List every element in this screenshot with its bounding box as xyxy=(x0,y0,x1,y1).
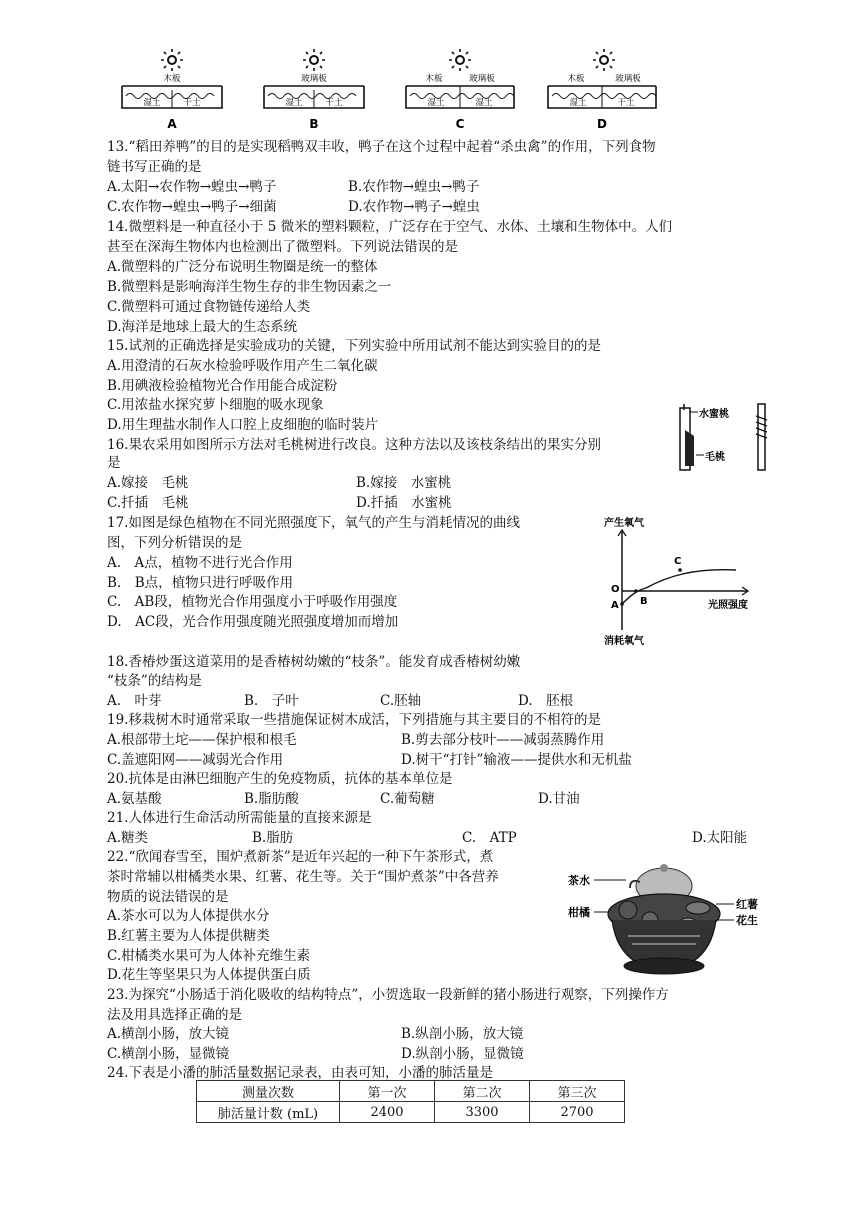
table-cell: 2400 xyxy=(340,1102,435,1123)
q22-option-d: D.花生等坚果只为人体提供蛋白质 xyxy=(107,967,311,983)
sweet-potato-icon xyxy=(686,902,710,914)
panel-b-soil-right: 干土 xyxy=(325,98,343,108)
q13-option-c: C.农作物→蝗虫→鸭子→细菌 xyxy=(107,199,277,215)
chart-point-label-b: B xyxy=(640,596,648,607)
q22-option-a: A.茶水可以为人体提供水分 xyxy=(107,908,270,924)
q21-option-a: A.糖类 xyxy=(107,830,149,846)
q21-option-c: C. ATP xyxy=(462,830,517,846)
q13-option-b: B.农作物→蝗虫→鸭子 xyxy=(348,179,480,195)
panel-b xyxy=(264,49,364,131)
panel-c-label-left: 木板 xyxy=(425,74,443,84)
q14-option-c: C.微塑料可通过食物链传递给人类 xyxy=(107,299,311,315)
soil-experiment-figure xyxy=(100,48,660,134)
q15-option-d: D.用生理盐水制作人口腔上皮细胞的临时装片 xyxy=(107,417,379,433)
table-header-cell: 测量次数 xyxy=(197,1081,340,1102)
potato-label: 红薯 xyxy=(736,898,758,911)
q15-option-a: A.用澄清的石灰水检验呼吸作用产生二氧化碳 xyxy=(107,358,378,374)
tea-stove-figure xyxy=(566,858,772,982)
q21-stem: 21.人体进行生命活动所需能量的直接来源是 xyxy=(107,810,372,826)
panel-d-soil-left: 湿土 xyxy=(569,98,587,108)
panel-a-soil-left: 湿土 xyxy=(143,98,161,108)
table-header-cell: 第三次 xyxy=(530,1081,625,1102)
q23-option-c: C.横剖小肠，显微镜 xyxy=(107,1046,230,1062)
q18-option-d: D. 胚根 xyxy=(518,693,574,709)
q23-option-d: D.纵剖小肠，显微镜 xyxy=(401,1046,524,1062)
panel-c-letter: C xyxy=(455,117,465,131)
q19-stem: 19.移栽树木时通常采取一些措施保证树木成活，下列措施与其主要目的不相符的是 xyxy=(107,712,601,728)
graft-label-stock: 毛桃 xyxy=(705,452,725,463)
q23-stem-2: 法及用具选择正确的是 xyxy=(107,1007,242,1023)
chart-ylabel-bottom: 消耗氧气 xyxy=(604,636,644,647)
q18-stem-2: “枝条”的结构是 xyxy=(107,673,202,689)
q19-option-a: A.根部带土坨——保护根和根毛 xyxy=(107,732,297,748)
q18-option-b: B. 子叶 xyxy=(244,693,299,709)
q21-option-d: D.太阳能 xyxy=(692,830,748,846)
q22-stem-2: 茶时常辅以柑橘类水果、红薯、花生等。关于“围炉煮茶”中各营养 xyxy=(107,869,499,885)
q16-option-c: C.扦插 毛桃 xyxy=(107,495,189,511)
q16-stem-2: 是 xyxy=(107,455,121,471)
panel-c-soil-right: 湿土 xyxy=(475,98,493,108)
q20-option-b: B.脂肪酸 xyxy=(244,791,299,807)
q20-option-c: C.葡萄糖 xyxy=(380,791,435,807)
grafting-figure xyxy=(672,400,782,472)
q13-option-d: D.农作物→鸭子→蝗虫 xyxy=(348,199,480,215)
chart-ylabel-top: 产生氧气 xyxy=(604,518,644,529)
chart-point-label-a: A xyxy=(611,600,619,611)
q13-option-a: A.太阳→农作物→蝗虫→鸭子 xyxy=(107,179,277,195)
q20-option-d: D.甘油 xyxy=(538,791,580,807)
q15-option-c: C.用浓盐水探究萝卜细胞的吸水现象 xyxy=(107,397,324,413)
q14-stem-2: 甚至在深海生物体内也检测出了微塑料。下列说法错误的是 xyxy=(107,239,458,255)
q16-option-a: A.嫁接 毛桃 xyxy=(107,475,189,491)
q19-option-d: D.树干“打针”输液——提供水和无机盐 xyxy=(401,752,632,768)
q16-stem-1: 16.果农采用如图所示方法对毛桃树进行改良。这种方法以及该枝条结出的果实分别 xyxy=(107,437,601,453)
q20-option-a: A.氨基酸 xyxy=(107,791,162,807)
q17-option-c: C. AB段，植物光合作用强度小于呼吸作用强度 xyxy=(107,594,398,610)
panel-a-soil-right: 干土 xyxy=(183,98,201,108)
oxygen-light-chart xyxy=(598,512,770,648)
panel-d-label-right: 玻璃板 xyxy=(615,74,641,84)
sun-icon xyxy=(449,49,471,71)
chart-point-label-c: C xyxy=(674,556,682,567)
q16-option-b: B.嫁接 水蜜桃 xyxy=(356,475,452,491)
table-header-row xyxy=(197,1081,625,1102)
panel-b-label: 玻璃板 xyxy=(301,74,327,84)
q18-option-c: C.胚轴 xyxy=(380,693,422,709)
q22-option-c: C.柑橘类水果可为人体补充维生素 xyxy=(107,948,311,964)
table-row xyxy=(197,1102,625,1123)
table-header-cell: 第一次 xyxy=(340,1081,435,1102)
q17-option-a: A. A点，植物不进行光合作用 xyxy=(107,555,293,571)
peanut-label: 花生 xyxy=(736,914,758,927)
table-header-cell: 第二次 xyxy=(435,1081,530,1102)
panel-b-letter: B xyxy=(309,117,319,131)
q22-stem-3: 物质的说法错误的是 xyxy=(107,889,229,905)
chart-point-b xyxy=(634,589,638,593)
sun-icon xyxy=(161,49,183,71)
tea-label: 茶水 xyxy=(568,874,590,887)
table-cell: 肺活量计数 (mL) xyxy=(197,1102,340,1123)
panel-a-letter: A xyxy=(167,117,177,131)
q14-option-b: B.微塑料是影响海洋生物生存的非生物因素之一 xyxy=(107,279,392,295)
panel-d-soil-right: 干土 xyxy=(617,98,635,108)
sun-icon xyxy=(303,49,325,71)
panel-a xyxy=(122,49,222,131)
panel-d-letter: D xyxy=(597,117,607,131)
q18-stem-1: 18.香椿炒蛋这道菜用的是香椿树幼嫩的“枝条”。能发育成香椿树幼嫩 xyxy=(107,654,521,670)
panel-d-label-left: 木板 xyxy=(567,74,585,84)
table-cell: 3300 xyxy=(435,1102,530,1123)
sun-icon xyxy=(593,49,615,71)
q20-stem: 20.抗体是由淋巴细胞产生的免疫物质，抗体的基本单位是 xyxy=(107,771,453,787)
q23-option-a: A.横剖小肠，放大镜 xyxy=(107,1026,230,1042)
q13-stem-1: 13.“稻田养鸭”的目的是实现稻鸭双丰收，鸭子在这个过程中起着“杀虫禽”的作用，下列食物 xyxy=(107,139,656,155)
panel-c xyxy=(406,49,514,131)
q14-option-d: D.海洋是地球上最大的生态系统 xyxy=(107,319,298,335)
q17-option-b: B. B点，植物只进行呼吸作用 xyxy=(107,575,294,591)
chart-xlabel: 光照强度 xyxy=(708,600,748,611)
q17-stem-1: 17.如图是绿色植物在不同光照强度下，氧气的产生与消耗情况的曲线 xyxy=(107,515,520,531)
q19-option-c: C.盖遮阳网——减弱光合作用 xyxy=(107,752,284,768)
q16-option-d: D.扦插 水蜜桃 xyxy=(356,495,452,511)
panel-c-soil-left: 湿土 xyxy=(427,98,445,108)
q14-option-a: A.微塑料的广泛分布说明生物圈是统一的整体 xyxy=(107,259,378,275)
panel-d xyxy=(548,49,656,131)
q22-stem-1: 22.“欣闻春雪至，围炉煮新茶”是近年兴起的一种下午茶形式，煮 xyxy=(107,849,494,865)
panel-c-label-right: 玻璃板 xyxy=(469,74,495,84)
chart-origin-label: O xyxy=(611,584,620,595)
panel-a-label: 木板 xyxy=(163,74,181,84)
q13-stem-2: 链书写正确的是 xyxy=(107,159,202,175)
q15-option-b: B.用碘液检验植物光合作用能合成淀粉 xyxy=(107,378,338,394)
q18-option-a: A. 叶芽 xyxy=(107,693,162,709)
q15-stem: 15.试剂的正确选择是实验成功的关键，下列实验中所用试剂不能达到实验目的的是 xyxy=(107,338,601,354)
q21-option-b: B.脂肪 xyxy=(252,830,294,846)
stove-body xyxy=(612,920,716,962)
q19-option-b: B.剪去部分枝叶——减弱蒸腾作用 xyxy=(401,732,605,748)
table-cell: 2700 xyxy=(530,1102,625,1123)
q17-stem-2: 图，下列分析错误的是 xyxy=(107,535,242,551)
orange-icon xyxy=(619,901,637,919)
orange-label: 柑橘 xyxy=(568,906,590,919)
chart-point-a xyxy=(620,602,624,606)
q14-stem-1: 14.微塑料是一种直径小于 5 微米的塑料颗粒，广泛存在于空气、水体、土壤和生物体中。人们 xyxy=(107,219,673,235)
q23-option-b: B.纵剖小肠，放大镜 xyxy=(401,1026,524,1042)
q23-stem-1: 23.为探究“小肠适于消化吸收的结构特点”，小贺选取一段新鲜的猪小肠进行观察，下列操作方 xyxy=(107,987,669,1003)
lung-capacity-table xyxy=(196,1080,625,1123)
chart-point-c xyxy=(678,568,682,572)
q22-option-b: B.红薯主要为人体提供糖类 xyxy=(107,928,270,944)
q17-option-d: D. AC段，光合作用强度随光照强度增加而增加 xyxy=(107,614,399,630)
panel-b-soil-left: 湿土 xyxy=(285,98,303,108)
q24-stem: 24.下表是小潘的肺活量数据记录表，由表可知，小潘的肺活量是 xyxy=(107,1065,493,1081)
graft-label-scion: 水蜜桃 xyxy=(699,409,729,420)
